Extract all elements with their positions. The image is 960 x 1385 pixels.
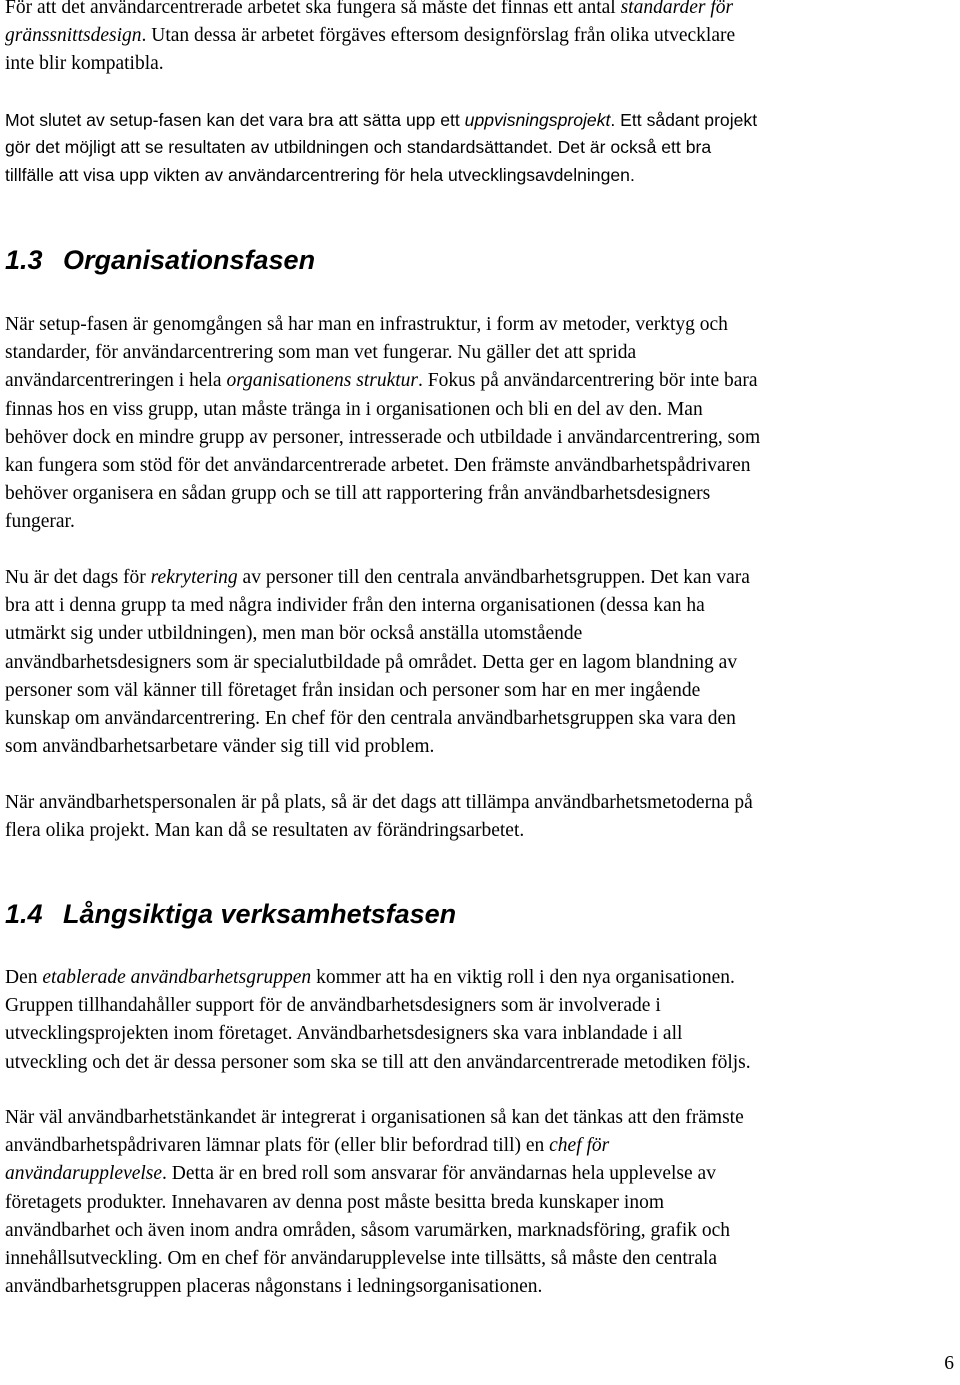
italic-text: användarupplevelse	[5, 1163, 163, 1185]
italic-text: standarder för	[620, 0, 734, 18]
text-run: Nu är det dags för	[5, 567, 151, 588]
text-run: användbarhetsgruppen placeras någonstans i ledningsorganisationen.	[5, 1276, 543, 1298]
italic-text: uppvisningsprojekt	[464, 110, 611, 130]
text-run: utmärkt sig under utbildningen), men man bör också anställa utomstående	[5, 623, 583, 645]
italic-text: gränssnittsdesign	[5, 25, 142, 47]
text-run: kunskap om användarcentrering. En chef för den centrala användbarhetsgruppen ska vara den	[5, 708, 736, 730]
text-run: av personer till den centrala användbarhetsgruppen. Det kan vara	[237, 567, 750, 588]
text-line	[5, 311, 955, 339]
text-run: Den	[5, 967, 43, 988]
italic-text: etablerade användbarhetsgruppen	[42, 967, 312, 988]
text-line	[5, 705, 955, 733]
text-run: användbarhetsdesigners som är specialutbildade på området. Detta ger en lagom blandning av	[5, 651, 738, 673]
text-line	[5, 0, 955, 22]
text-run: . Fokus på användarcentrering bör inte bara	[418, 370, 758, 392]
paragraph	[5, 789, 955, 845]
text-run: . Ett sådant projekt	[610, 110, 758, 130]
text-run: kommer att ha en viktig roll i den nya organisationen.	[311, 967, 735, 988]
text-line	[5, 1273, 955, 1301]
paragraph	[5, 107, 955, 189]
text-line	[5, 339, 955, 367]
text-line	[5, 1245, 955, 1273]
text-run: personer som väl känner till företaget från insidan och personer som har en mer ingående	[5, 679, 701, 701]
text-run: inte blir kompatibla.	[5, 53, 164, 75]
text-line	[5, 620, 955, 648]
section-title: Långsiktiga verksamhetsfasen	[63, 899, 457, 929]
text-run: utvecklingsprojekten inom företaget. Användbarhetsdesigners ska vara inblandade i all	[5, 1023, 683, 1045]
text-run: finnas hos en viss grupp, utan måste tränga in i organisationen och bli en del av den. Man	[5, 398, 703, 420]
text-line	[5, 162, 955, 189]
section-number: 1.4	[5, 899, 43, 929]
paragraph	[5, 964, 955, 1077]
text-run: användbarhet och även inom andra områden, såsom varumärken, marknadsföring, grafik och	[5, 1219, 731, 1241]
text-line	[5, 1160, 955, 1188]
text-run: Mot slutet av setup-fasen kan det vara bra att sätta upp ett	[5, 110, 465, 130]
text-line	[5, 452, 955, 480]
text-line	[5, 424, 955, 452]
text-run: bra att i denna grupp ta med några individer från den interna organisationen (dessa kan ha	[5, 595, 705, 617]
text-line	[5, 649, 955, 677]
text-run: användarcentreringen i hela	[5, 370, 227, 392]
text-run: innehållsutveckling. Om en chef för användarupplevelse inte tillsätts, så måste den centrala	[5, 1248, 718, 1270]
text-run: standarder, för användarcentrering som man vet fungerar. Nu gäller det att sprida	[5, 342, 637, 364]
text-run: fungerar.	[5, 511, 75, 533]
text-run: företagets produkter. Innehavaren av denna post måste besitta breda kunskaper inom	[5, 1191, 664, 1213]
text-run: För att det användarcentrerade arbetet ska fungera så måste det finnas ett antal	[5, 0, 621, 18]
text-run: användbarhetspådrivaren lämnar plats för (eller blir befordrad till) en	[5, 1135, 550, 1157]
text-run: flera olika projekt. Man kan då se resultaten av förändringsarbetet.	[5, 820, 525, 842]
text-line	[5, 367, 955, 395]
text-run: När väl användbarhetstänkandet är integrerat i organisationen så kan det tänkas att den främste	[5, 1107, 744, 1128]
page-number: 6	[944, 1353, 954, 1374]
paragraph	[5, 1104, 955, 1301]
text-line	[5, 1132, 955, 1160]
text-line	[5, 480, 955, 508]
italic-text: rekrytering	[150, 567, 238, 588]
text-line	[5, 1104, 955, 1132]
text-run: som användbarhetsarbetare vänder sig till vid problem.	[5, 736, 435, 758]
text-line	[5, 1020, 955, 1048]
text-line	[5, 396, 955, 424]
paragraph	[5, 311, 955, 537]
italic-text: organisationens struktur	[226, 370, 419, 392]
text-run: När användbarhetspersonalen är på plats, så är det dags att tillämpa användbarhetsmetoderna på	[5, 792, 753, 813]
text-line	[5, 733, 955, 761]
text-line	[5, 22, 955, 50]
text-line	[5, 964, 955, 992]
text-run: behöver organisera en sådan grupp och se till att rapportering från användbarhetsdesigners	[5, 483, 711, 505]
text-run: . Utan dessa är arbetet förgäves eftersom designförslag från olika utvecklare	[141, 25, 736, 47]
section-heading	[5, 244, 315, 276]
text-run: behöver dock en mindre grupp av personer, intresserade och utbildade i användarcentrering, som	[5, 426, 761, 448]
text-line	[5, 817, 955, 845]
text-run: . Detta är en bred roll som ansvarar för användarnas hela upplevelse av	[162, 1163, 716, 1185]
paragraph	[5, 0, 955, 79]
text-run: utveckling och det är dessa personer som ska se till att den användarcentrerade metodiken följs.	[5, 1051, 751, 1073]
text-line	[5, 134, 955, 161]
italic-text: chef för	[549, 1135, 610, 1157]
text-run: gör det möjligt att se resultaten av utbildningen och standardsättandet. Det är också ett bra	[5, 137, 712, 158]
text-line	[5, 789, 955, 817]
text-run: När setup-fasen är genomgången så har man en infrastruktur, i form av metoder, verktyg och	[5, 314, 728, 335]
text-line	[5, 677, 955, 705]
text-line	[5, 992, 955, 1020]
text-line	[5, 592, 955, 620]
text-line	[5, 50, 955, 78]
text-run: tillfälle att visa upp vikten av användarcentrering för hela utvecklingsavdelningen.	[5, 164, 635, 185]
text-line	[5, 107, 955, 134]
text-run: Gruppen tillhandahåller support för de användbarhetsdesigners som är involverade i	[5, 995, 661, 1017]
text-line	[5, 1217, 955, 1245]
text-line	[5, 1049, 955, 1077]
text-line	[5, 1189, 955, 1217]
text-line	[5, 564, 955, 592]
text-run: kan fungera som stöd för det användarcentrerade arbetet. Den främste användbarhetspådrivaren	[5, 455, 751, 477]
section-heading	[5, 898, 456, 930]
section-title: Organisationsfasen	[63, 245, 316, 275]
paragraph	[5, 564, 955, 761]
text-line	[5, 508, 955, 536]
section-number: 1.3	[5, 245, 43, 275]
